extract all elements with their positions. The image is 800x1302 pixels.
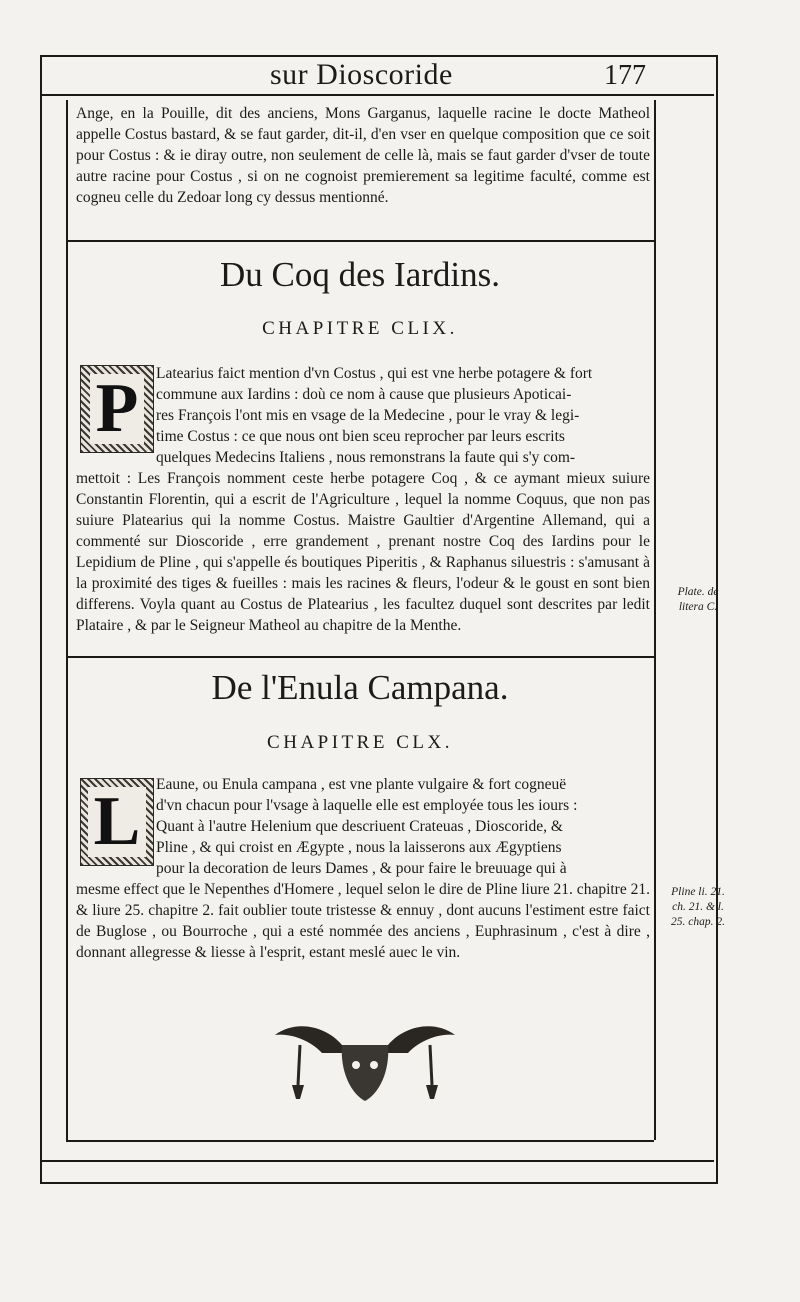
section-divider: [66, 240, 654, 242]
section2-paragraph: [76, 774, 650, 963]
indented-line: time Costus : ce que nous ont bien sceu reprocher par leurs escrits: [156, 428, 565, 445]
paragraph-body: mesme effect que le Nepenthes d'Homere , lequel selon le dire de Pline liure 21. chapitre 21. & liure 25. chapitre 2. fait oublier toute tristesse & ennuy , dont aucuns l'estiment estre faict de Buglose , ou Bourroche , qui a esté nommée des anciens , Euphrasinum , c'est à dire , donnant allegresse & liesse à l'esprit, estant meslé auec le vin.: [76, 881, 650, 961]
indented-line: Quant à l'autre Helenium que descriuent Crateuas , Dioscoride, &: [156, 818, 563, 835]
section-title-coq: Du Coq des Iardins.: [220, 255, 500, 294]
running-head: sur Dioscoride: [270, 58, 453, 91]
bucranium-ornament-icon: [270, 1015, 460, 1105]
indented-line: res François l'ont mis en vsage de la Medecine , pour le vray & legi-: [156, 407, 580, 424]
page-bottom-rule: [42, 1160, 714, 1162]
marginal-note: Pline li. 21. ch. 21. & l. 25. chap. 2.: [671, 886, 725, 928]
column-bottom-rule: [66, 1140, 654, 1142]
indented-line: d'vn chacun pour l'vsage à laquelle elle est employée tous les iours :: [156, 797, 578, 814]
continuation-paragraph: Ange, en la Pouille, dit des anciens, Mons Garganus, laquelle racine le docte Matheol appelle Costus bastard, & se faut garder, dit-il, d'en vser en quelque composition que ce soit pour Costus : & ie diray outre, non seulement de celle là, mais se faut garder d'vser de toute autre racine pour Costus , si on ne cognoist premierement sa legitime faculté, comme est cogneu celle du Zedoar long cy dessus mentionné.: [76, 105, 650, 206]
section-title-enula: De l'Enula Campana.: [211, 668, 509, 707]
chapter-heading-clix: CHAPITRE CLIX.: [262, 318, 458, 339]
indented-line: Latearius faict mention d'vn Costus , qui est vne herbe potagere & fort: [156, 365, 593, 382]
indented-line: commune aux Iardins : doù ce nom à cause que plusieurs Apoticai-: [156, 386, 572, 403]
paragraph-body: mettoit : Les François nomment ceste herbe potagere Coq , & ce aymant mieux suiure Constantin Florentin, qui a escrit de l'Agriculture , lequel la nomme Coquus, que non pas suiure Platearius qui la nomme Costus. Maistre Gaultier d'Argentine Allemand, qui a commenté sur Dioscoride , erre grandement , prenant nostre Coq des Iardins pour le Lepidium de Pline , qui s'appelle és boutiques Piperitis , & Raphanus siluestris : s'amusant à la proximité des tiges & fueilles : mais les racines & fleurs, l'odeur & le goust en sont bien differens. Voyla quant au Costus de Platearius , les facultez duquel sont descrites par ledit Plataire , & par le Seigneur Matheol au chapitre de la Menthe.: [76, 470, 650, 634]
indented-line: Eaune, ou Enula campana , est vne plante vulgaire & fort cogneuë: [156, 776, 567, 793]
decorated-initial-p: P: [80, 365, 154, 453]
section1-paragraph: [76, 363, 650, 636]
decorated-initial-l: L: [80, 778, 154, 866]
marginal-note: Plate. de litera C.: [677, 586, 719, 613]
header-rule: [42, 94, 714, 96]
chapter-heading-clx: CHAPITRE CLX.: [267, 732, 453, 753]
page-number: 177: [604, 60, 646, 91]
section-divider: [66, 656, 654, 658]
indented-line: quelques Medecins Italiens , nous remonstrans la faute qui s'y com-: [156, 449, 576, 466]
indented-line: Pline , & qui croist en Ægypte , nous la laisserons aux Ægyptiens: [156, 839, 562, 856]
indented-line: pour la decoration de leurs Dames , & pour faire le breuuage qui à: [156, 860, 567, 877]
